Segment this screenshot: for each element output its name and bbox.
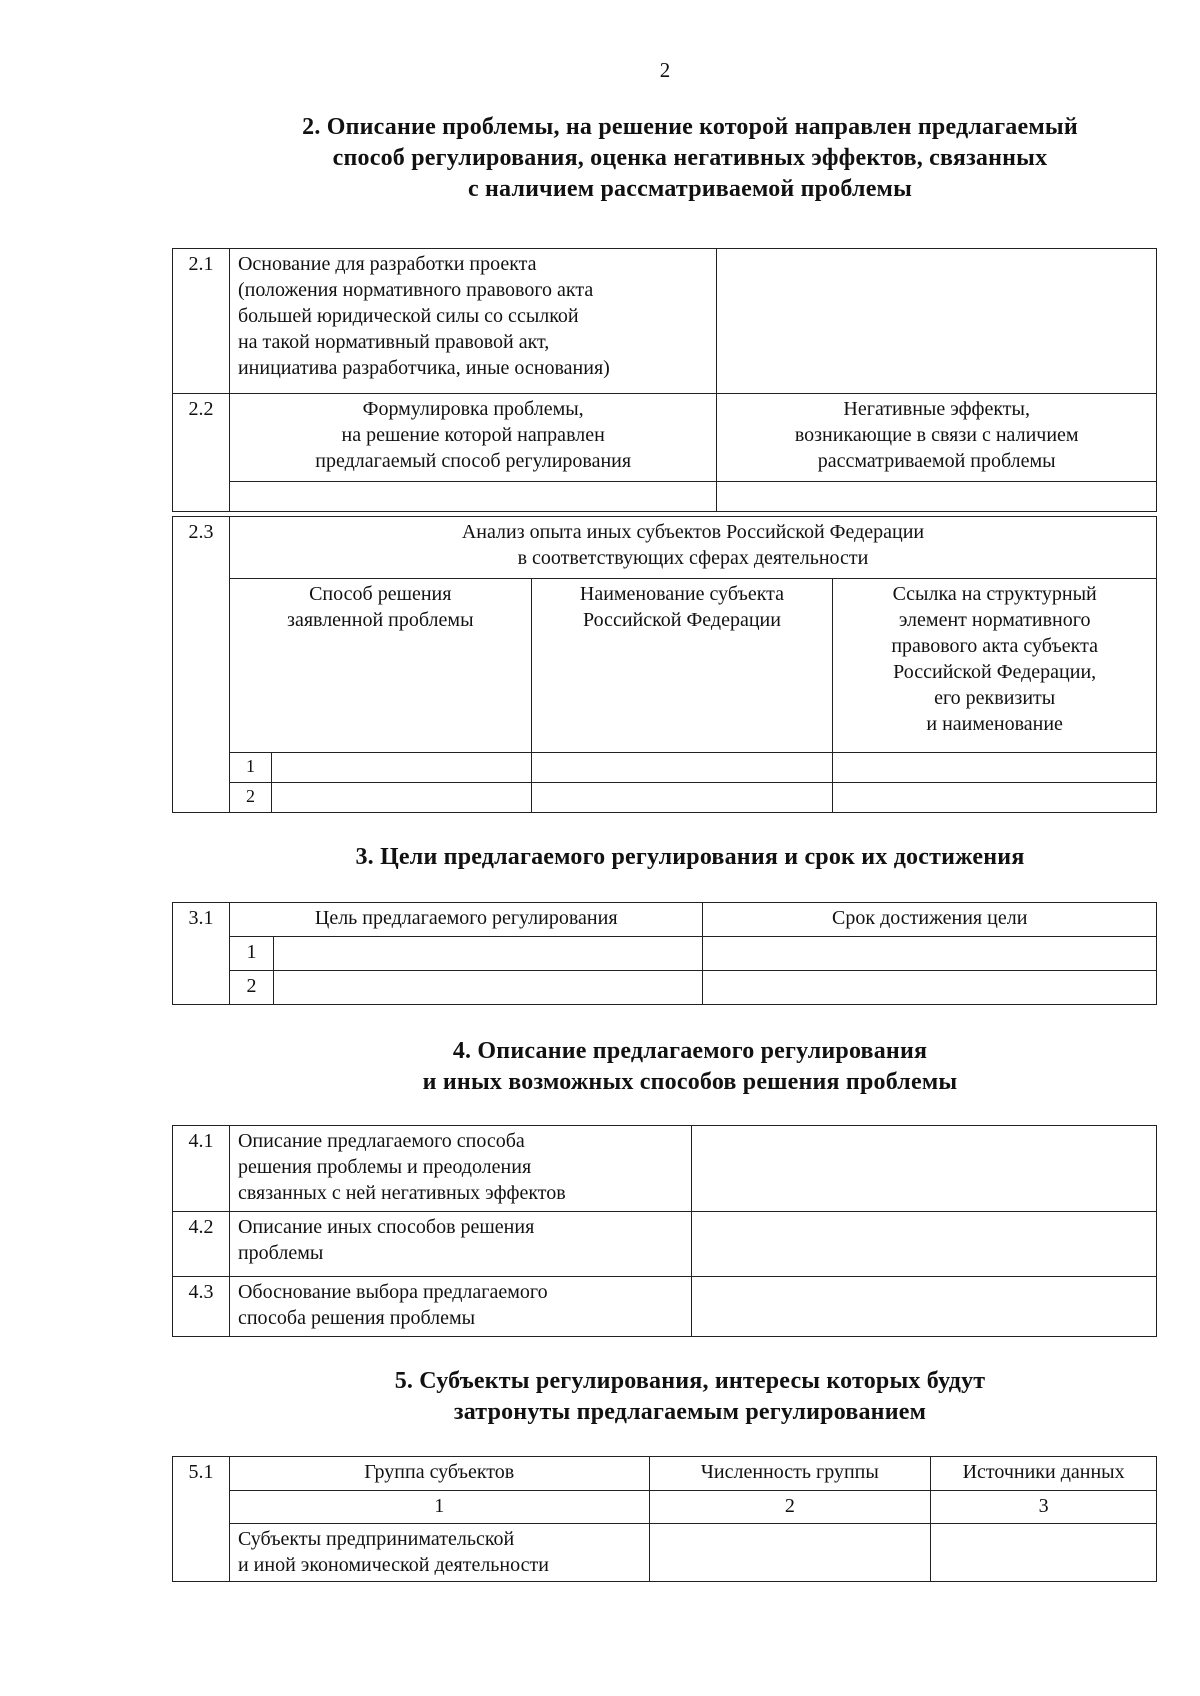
business-subjects-label: Субъекты предпринимательской и иной экономической деятельности bbox=[229, 1524, 649, 1582]
table-cell bbox=[271, 753, 531, 783]
table-5-1 bbox=[172, 1456, 1157, 1582]
table-cell bbox=[703, 971, 1157, 1005]
table-cell bbox=[273, 937, 703, 971]
group-header: Группа субъектов bbox=[229, 1457, 649, 1491]
row-number: 4.1 bbox=[173, 1126, 230, 1212]
group-size-header: Численность группы bbox=[649, 1457, 931, 1491]
problem-header: Формулировка проблемы, на решение которой направлен предлагаемый способ регулирования bbox=[229, 394, 716, 482]
column-index: 2 bbox=[649, 1491, 931, 1524]
page-number: 2 bbox=[659, 58, 671, 82]
other-methods-label: Описание иных способов решения проблемы bbox=[229, 1212, 691, 1277]
table-cell bbox=[833, 783, 1157, 813]
row-number: 3.1 bbox=[173, 903, 230, 1005]
table-cell bbox=[691, 1126, 1156, 1212]
table-cell bbox=[691, 1277, 1156, 1337]
data-sources-header: Источники данных bbox=[931, 1457, 1157, 1491]
basis-label: Основание для разработки проекта (положения нормативного правового акта большей юридической силы со ссылкой на такой нормативный правовой акт, инициатива разработчика, иные основания) bbox=[229, 249, 716, 394]
goal-header: Цель предлагаемого регулирования bbox=[229, 903, 703, 937]
table-row-index: 2 bbox=[229, 783, 271, 813]
region-name-header: Наименование субъекта Российской Федерации bbox=[531, 579, 833, 753]
row-number: 4.2 bbox=[173, 1212, 230, 1277]
negative-effects-header: Негативные эффекты, возникающие в связи с наличием рассматриваемой проблемы bbox=[717, 394, 1157, 482]
column-index: 1 bbox=[229, 1491, 649, 1524]
section-4-heading: 4. Описание предлагаемого регулирования и иных возможных способов решения проблемы bbox=[422, 1038, 958, 1095]
deadline-header: Срок достижения цели bbox=[703, 903, 1157, 937]
row-number: 2.1 bbox=[173, 249, 230, 394]
table-4 bbox=[172, 1125, 1157, 1337]
table-3-1 bbox=[172, 902, 1157, 1005]
row-number: 2.3 bbox=[173, 517, 230, 813]
legal-reference-header: Ссылка на структурный элемент нормативного правового акта субъекта Российской Федерации, его реквизиты и наименование bbox=[833, 579, 1157, 753]
proposed-method-label: Описание предлагаемого способа решения проблемы и преодоления связанных с ней негативных эффектов bbox=[229, 1126, 691, 1212]
row-number: 2.2 bbox=[173, 394, 230, 512]
row-number: 4.3 bbox=[173, 1277, 230, 1337]
negative-effects-value-cell bbox=[717, 482, 1157, 512]
section-3-heading: 3. Цели предлагаемого регулирования и срок их достижения bbox=[355, 844, 1025, 870]
basis-value-cell bbox=[717, 249, 1157, 394]
table-row-index: 1 bbox=[229, 753, 271, 783]
experience-analysis-header: Анализ опыта иных субъектов Российской Федерации в соответствующих сферах деятельности bbox=[229, 517, 1156, 579]
solution-method-header: Способ решения заявленной проблемы bbox=[229, 579, 531, 753]
table-cell bbox=[531, 753, 833, 783]
table-cell bbox=[531, 783, 833, 813]
problem-value-cell bbox=[229, 482, 716, 512]
table-cell bbox=[931, 1524, 1157, 1582]
table-cell bbox=[271, 783, 531, 813]
table-row-index: 2 bbox=[229, 971, 273, 1005]
table-cell bbox=[649, 1524, 931, 1582]
table-cell bbox=[833, 753, 1157, 783]
table-2-1-2-2 bbox=[172, 248, 1157, 512]
row-number: 5.1 bbox=[173, 1457, 230, 1582]
table-2-3 bbox=[172, 516, 1157, 813]
section-2-heading: 2. Описание проблемы, на решение которой направлен предлагаемый способ регулирования, оценка негативных эффектов, связанных с наличием рассматриваемой проблемы bbox=[302, 114, 1078, 202]
table-cell bbox=[703, 937, 1157, 971]
column-index: 3 bbox=[931, 1491, 1157, 1524]
choice-justification-label: Обоснование выбора предлагаемого способа решения проблемы bbox=[229, 1277, 691, 1337]
table-cell bbox=[273, 971, 703, 1005]
table-row-index: 1 bbox=[229, 937, 273, 971]
table-cell bbox=[691, 1212, 1156, 1277]
section-5-heading: 5. Субъекты регулирования, интересы которых будут затронуты предлагаемым регулированием bbox=[394, 1368, 986, 1425]
